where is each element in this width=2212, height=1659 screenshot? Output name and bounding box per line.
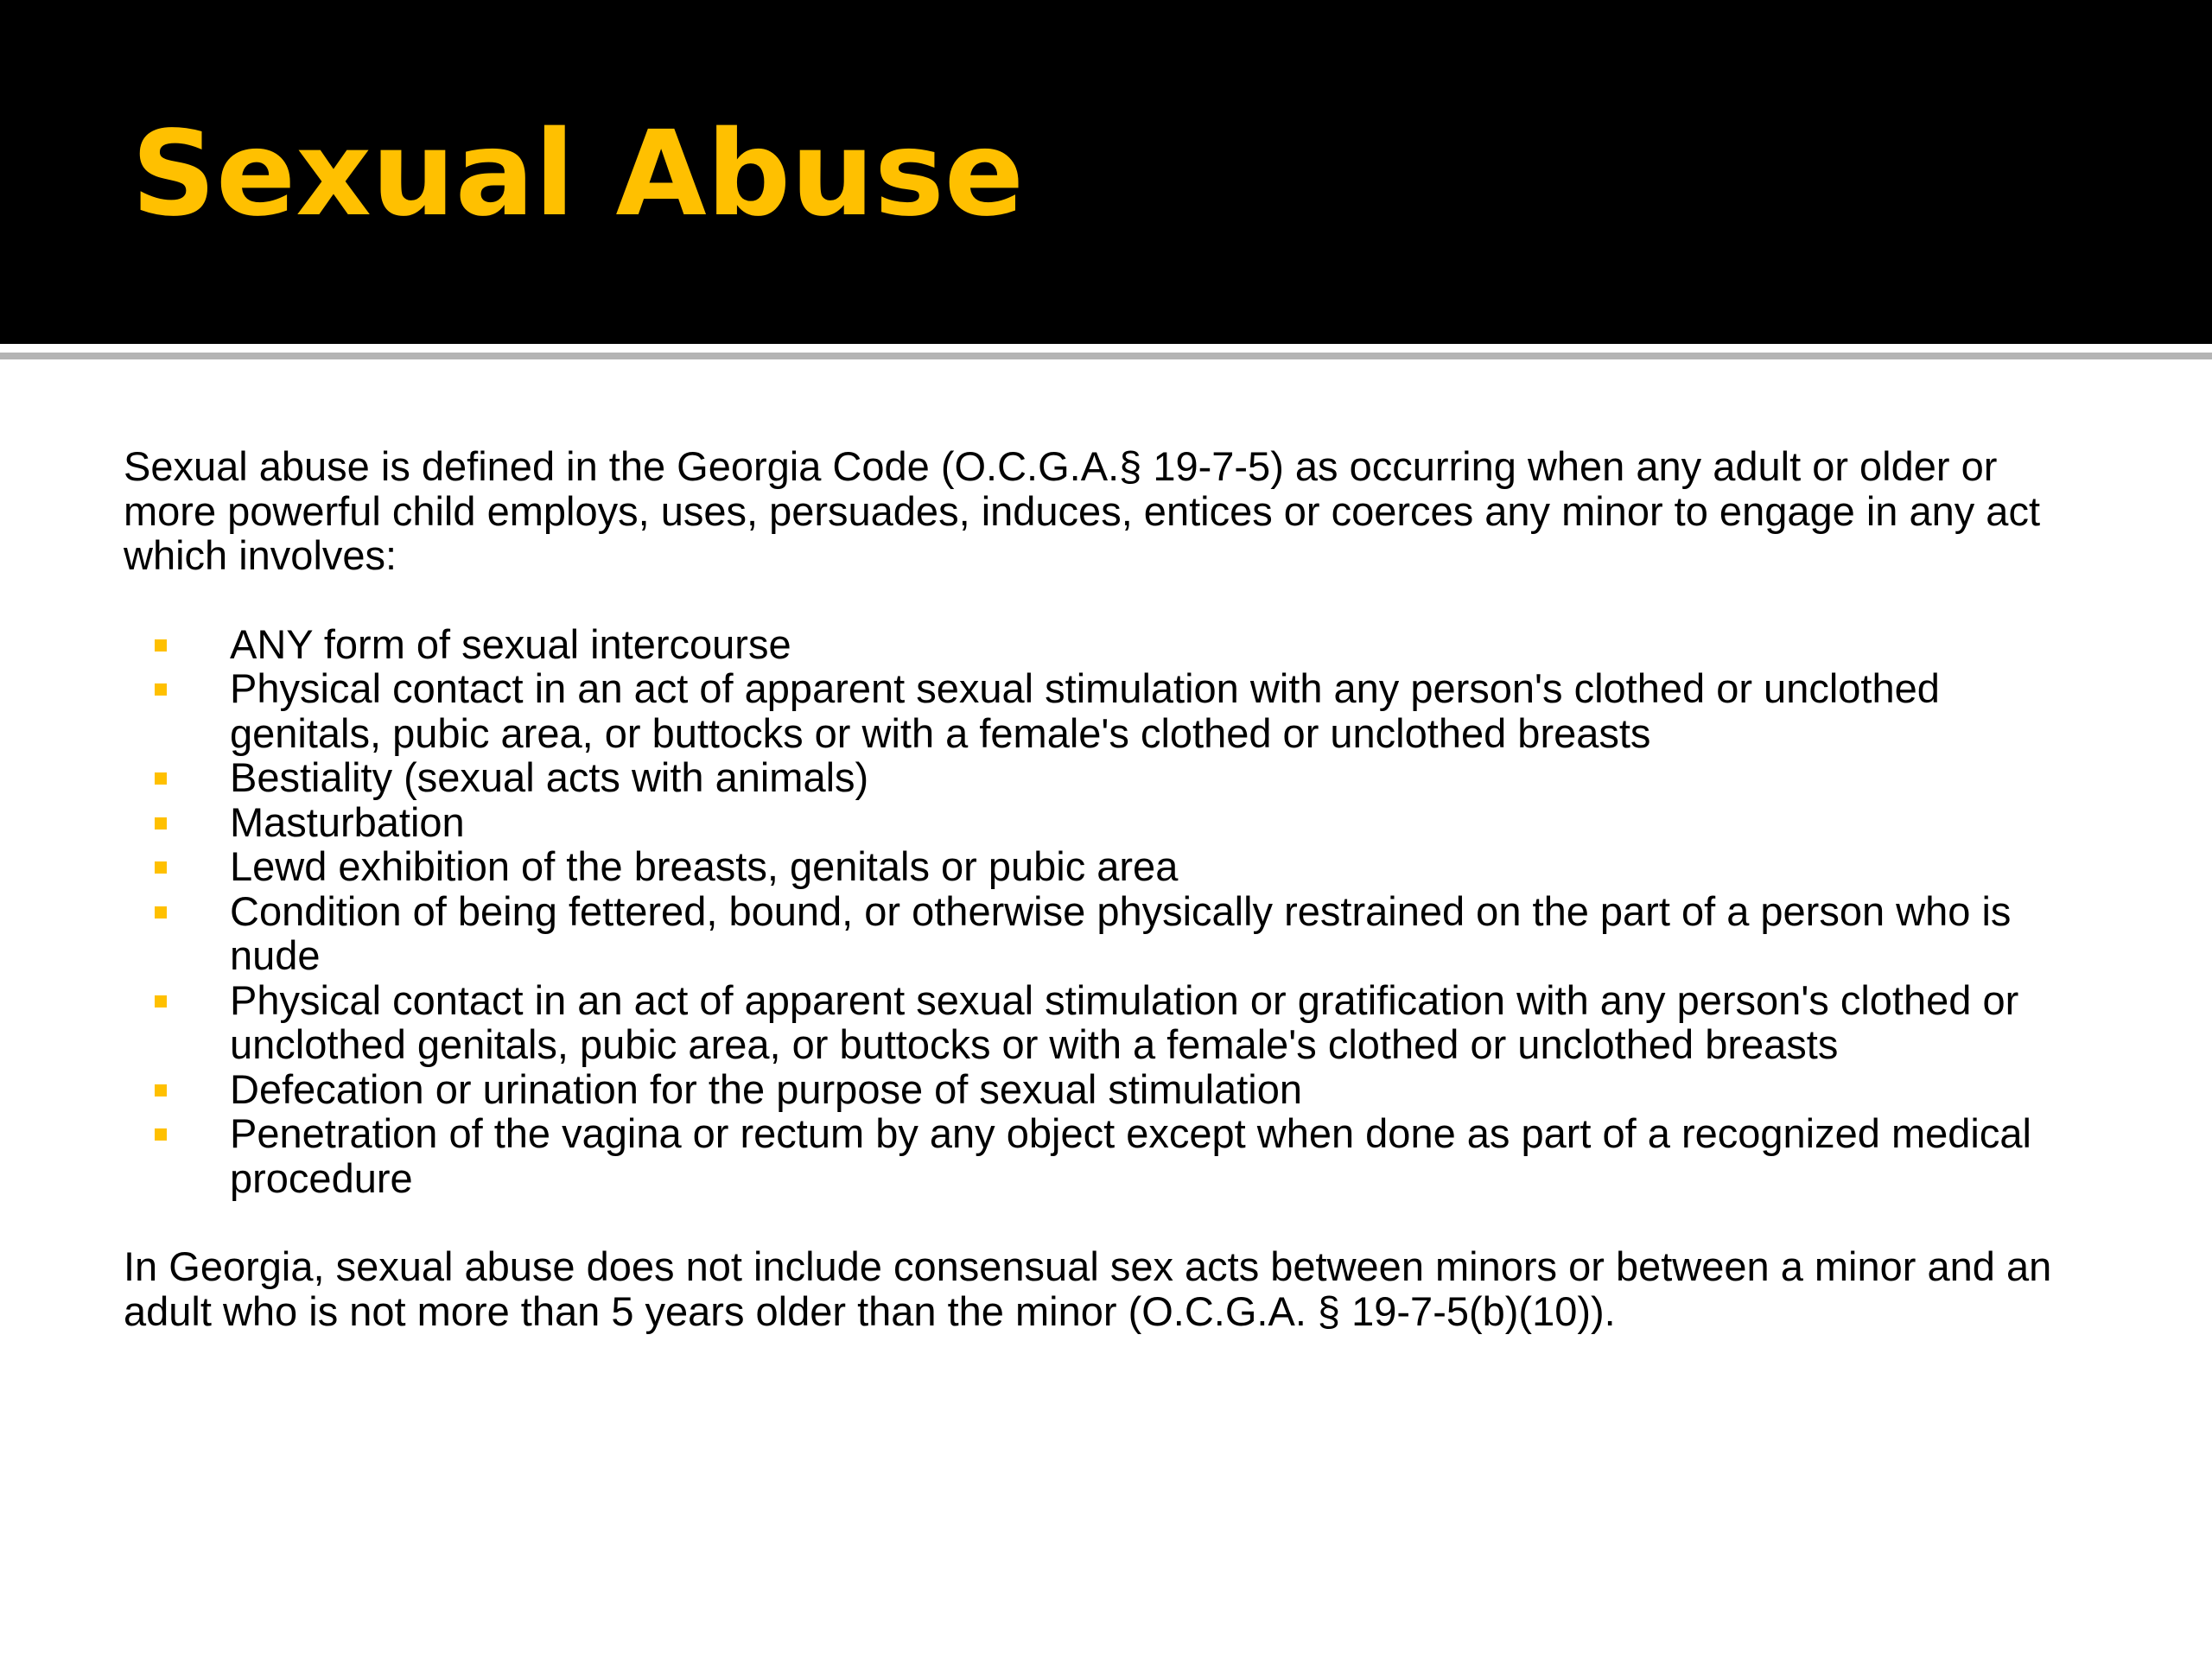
list-item [124,755,2094,800]
square-bullet-icon [155,817,167,830]
square-bullet-icon [155,683,167,696]
closing-paragraph: In Georgia, sexual abuse does not include consensual sex acts between minors or between a minor and an adult who is not more than 5 years older than the minor (O.C.G.A. § 19-7-5(b)(10)). [124,1243,2052,1334]
slide-body [124,444,2094,1333]
list-item [124,844,2094,889]
list-item [124,889,2094,978]
bullet-list [124,622,2094,1201]
slide-title: Sexual Abuse [131,106,1025,243]
square-bullet-icon [155,906,167,918]
title-divider [0,353,2212,359]
square-bullet-icon [155,1084,167,1096]
square-bullet-icon [155,1128,167,1141]
list-item [124,622,2094,667]
list-item-text: Penetration of the vagina or rectum by any object except when done as part of a recognized medical procedure [230,1110,2031,1201]
list-item [124,800,2094,845]
list-item-text: ANY form of sexual intercourse [230,620,791,667]
list-item [124,1067,2094,1112]
square-bullet-icon [155,772,167,785]
square-bullet-icon [155,995,167,1007]
list-item-text: Physical contact in an act of apparent sexual stimulation with any person's clothed or unclothed genitals, pubic area, or buttocks or with a female's clothed or unclothed breasts [230,665,1940,756]
list-item [124,1111,2094,1200]
list-item-text: Bestiality (sexual acts with animals) [230,754,869,800]
square-bullet-icon [155,861,167,874]
list-item [124,666,2094,755]
intro-paragraph: Sexual abuse is defined in the Georgia Code (O.C.G.A.§ 19-7-5) as occurring when any adult or older or more powerful child employs, uses, persuades, induces, entices or coerces any minor to engage in any act which involves: [124,443,2040,578]
list-item [124,978,2094,1067]
title-divider-gap [0,344,2212,349]
square-bullet-icon [155,639,167,652]
list-item-text: Defecation or urination for the purpose of sexual stimulation [230,1065,1302,1112]
list-item-text: Physical contact in an act of apparent sexual stimulation or gratification with any person's clothed or unclothed genitals, pubic area, or buttocks or with a female's clothed or unclothed breasts [230,976,2019,1067]
list-item-text: Lewd exhibition of the breasts, genitals or pubic area [230,843,1179,889]
list-item-text: Condition of being fettered, bound, or otherwise physically restrained on the part of a person who is nude [230,887,2012,978]
list-item-text: Masturbation [230,798,465,845]
